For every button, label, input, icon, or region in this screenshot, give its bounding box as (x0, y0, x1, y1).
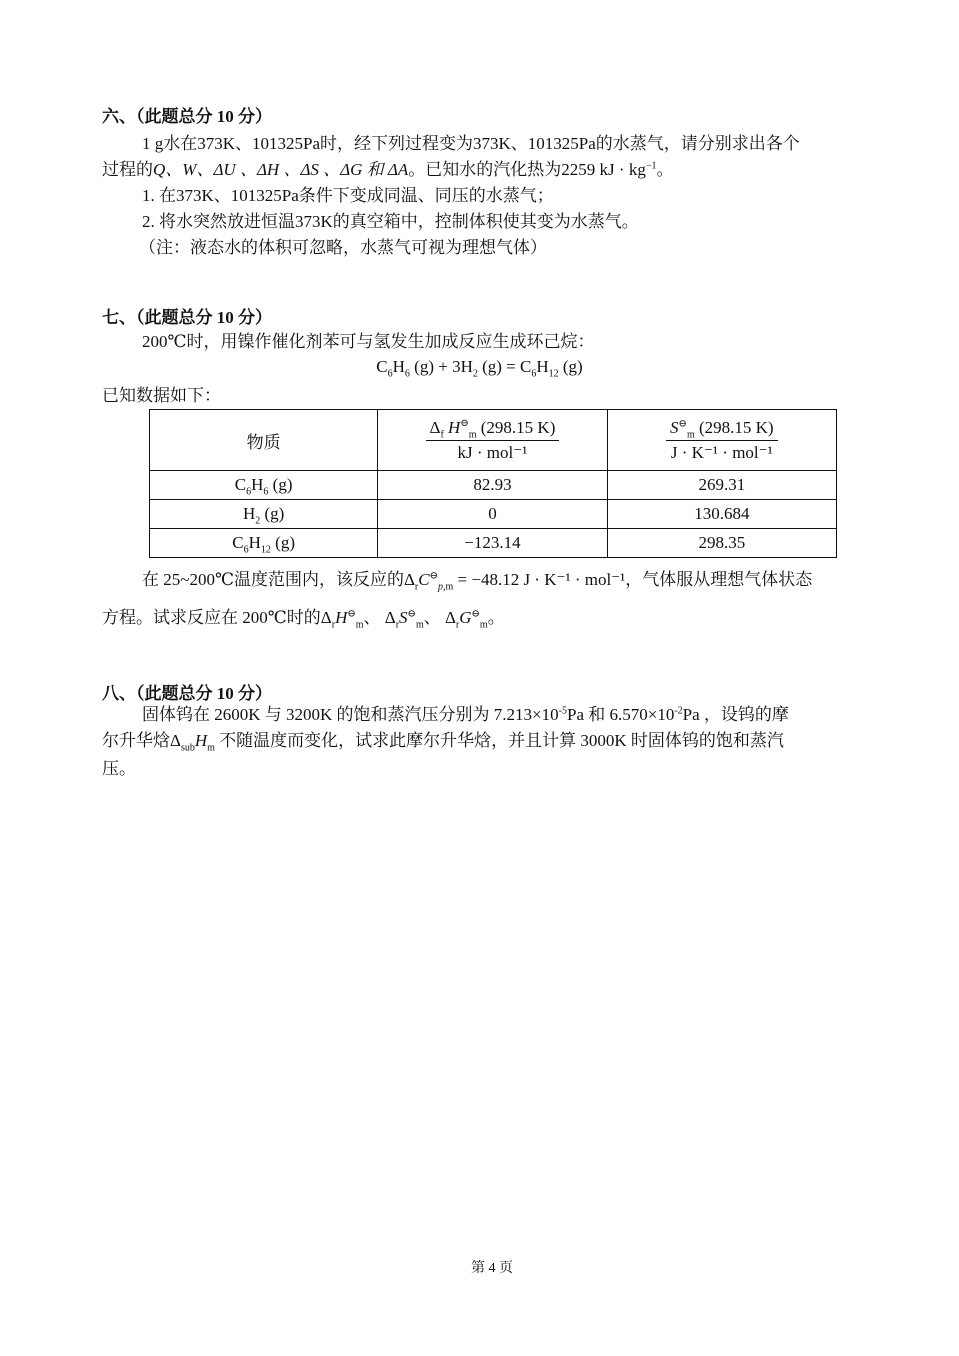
q6-line2 (102, 158, 673, 182)
q8-line1-a: 固体钨在 2600K 与 3200K 的饱和蒸汽压分别为 7.213×10 (142, 705, 559, 724)
q8-line1-c: Pa ，设钨的摩 (682, 705, 789, 724)
q6-item1: 1. 在373K、101325Pa条件下变成同温、同压的水蒸气； (142, 186, 554, 205)
q7-known: 已知数据如下： (102, 386, 221, 405)
enthalpy-cell: 82.93 (378, 471, 607, 500)
header-enthalpy: $\frac{\Delta_f H^⊖_m (298.15 K)}{\text{kJ · mol⁻¹}}$ (378, 410, 607, 471)
q7-ask: 方程。试求反应在 200℃时的$\Delta_rH^⊖_m$、 $\Delta_rS^⊖_m$、 $\Delta_rG^⊖_m$。 (102, 608, 505, 631)
q8-line1-b: Pa 和 6.570×10 (566, 705, 675, 724)
substance-hydrogen: $H_2$ (g) (150, 500, 378, 529)
table-row (150, 471, 837, 500)
header-entropy-unit: J · K⁻¹ · mol⁻¹ (670, 442, 773, 462)
entropy-cell: 298.35 (607, 529, 836, 558)
q8-exp2: -2 (674, 705, 683, 717)
q6-item2: 2. 将水突然放进恒温373K的真空箱中，控制体积使其变为水蒸气。 (142, 212, 639, 231)
q6-line2-end: 。 (656, 160, 674, 179)
table-header-row (150, 410, 837, 471)
q6-note: （注：液态水的体积可忽略，水蒸气可视为理想气体） (139, 238, 547, 257)
q6-heat-exp: −1 (645, 160, 657, 172)
q6-variables: Q、W、ΔU 、ΔH 、ΔS 、ΔG 和 ΔA (153, 160, 409, 179)
q8-line3: 压。 (102, 759, 136, 778)
q6-line2-b: 。已知水的汽化热为 (408, 160, 562, 179)
header-substance: 物质 (150, 410, 378, 471)
q7-ask-a: 方程。试求反应在 200℃时的 (102, 608, 321, 627)
q7-cond-b: = −48.12 J · K⁻¹ · mol⁻¹ (457, 570, 626, 589)
entropy-cell: 269.31 (607, 471, 836, 500)
header-enthalpy-unit: kJ · mol⁻¹ (457, 442, 528, 462)
enthalpy-cell: 0 (378, 500, 607, 529)
q7-cond-a: 在 25~200℃温度范围内，该反应的 (142, 570, 404, 589)
q7-data-table (149, 409, 837, 558)
substance-cyclohexane: $C_6H_{12}$ (g) (150, 529, 378, 558)
q7-cond-c: ，气体服从理想气体状态 (625, 570, 813, 589)
q7-ask-end: 。 (487, 608, 505, 627)
q7-intro: 200℃时，用镍作催化剂苯可与氢发生加成反应生成环己烷： (142, 332, 595, 351)
q6-heat-value: 2259 kJ · kg (561, 160, 646, 179)
q8-line2: 尔升华焓$\Delta_{sub}H_m$ 不随温度而变化，试求此摩尔升华焓，并且计算 3000K 时固体钨的饱和蒸汽 (102, 731, 784, 754)
header-entropy: $\frac{S^⊖_m (298.15 K)}{\text{J · K⁻¹ · mol⁻¹}}$ (607, 410, 836, 471)
substance-benzene: $C_6H_6$ (g) (150, 471, 378, 500)
q8-line1 (142, 703, 789, 727)
page-number: 第 4 页 (471, 1261, 513, 1276)
q8-title: 八、（此题总分 10 分） (102, 684, 272, 703)
q7-equation: $C_6H_6$ $(g) + 3H_2$ $(g) = C_6H_{12}$ (g) (376, 357, 583, 380)
table-row (150, 529, 837, 558)
enthalpy-cell: −123.14 (378, 529, 607, 558)
q6-title: 六、（此题总分 10 分） (102, 107, 272, 126)
entropy-cell: 130.684 (607, 500, 836, 529)
q7-title: 七、（此题总分 10 分） (102, 308, 272, 327)
q6-line1: 1 g水在373K、101325Pa时，经下列过程变为373K、101325Pa的水蒸气，请分别求出各个 (142, 134, 800, 153)
table-row (150, 500, 837, 529)
q6-line2-a: 过程的 (102, 160, 153, 179)
q8-exp1: -5 (558, 705, 567, 717)
q8-line2-a: 尔升华焓 (102, 731, 170, 750)
q7-condition: 在 25~200℃温度范围内，该反应的$\Delta_rC^⊖_{p,m} = -48.12$ J · K⁻¹ · mol⁻¹，气体服从理想气体状态 (142, 570, 813, 593)
q8-line2-b: 不随温度而变化，试求此摩尔升华焓，并且计算 3000K 时固体钨的饱和蒸汽 (219, 731, 784, 750)
